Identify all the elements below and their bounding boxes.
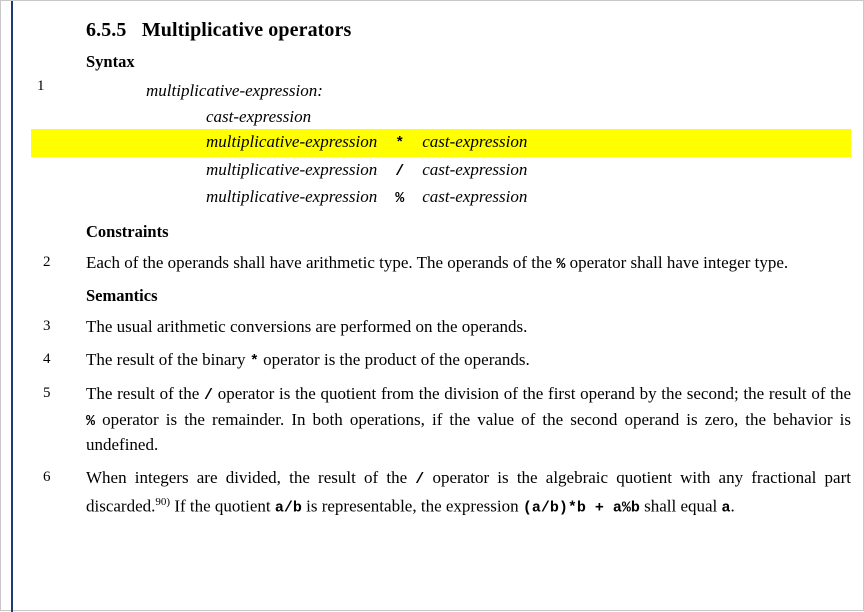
document-content [31, 13, 851, 520]
paragraph-number: 5 [43, 385, 51, 401]
paragraph-fragment: is representable, the expression [301, 496, 523, 516]
grammar-alternative [206, 157, 851, 185]
heading-syntax: Syntax [86, 52, 135, 71]
paragraph-number: 6 [43, 468, 51, 485]
inline-code: % [556, 255, 566, 273]
paragraph-text [86, 382, 851, 457]
grammar-alt-tail: cast-expression [422, 159, 528, 179]
grammar-alt-tail: cast-expression [422, 132, 528, 151]
page-title [86, 19, 851, 42]
paragraph-fragment: The result of the binary [86, 349, 250, 369]
paragraph-fragment: operator is the algebraic quotient with any fractional part discarded. [86, 467, 851, 516]
section-number: 6.5.5 [86, 19, 127, 41]
paragraph-fragment: . [730, 496, 735, 516]
paragraph-fragment: operator is the remainder. In both operations, if the value of the second operand is zero, the behavior is undefined. [86, 409, 851, 454]
inline-code: / [203, 387, 213, 404]
paragraph-fragment: operator is the quotient from the division of the first operand by the second; the result of the [212, 384, 851, 403]
grammar-block [31, 78, 851, 212]
inline-code: % [86, 412, 96, 430]
grammar-nonterminal: multiplicative-expression: [146, 81, 323, 100]
left-margin-rule [11, 1, 13, 612]
paragraph-text [86, 251, 851, 277]
paragraph-fragment: The result of the [86, 384, 204, 403]
grammar-alternative [206, 104, 851, 130]
inline-code: a/b [274, 499, 302, 517]
inline-code: / [415, 470, 425, 488]
paragraph-number: 4 [43, 350, 51, 367]
paragraph-fragment: If the quotient [170, 496, 275, 516]
grammar-alternative-highlighted [31, 129, 851, 157]
paragraph-3 [31, 315, 851, 339]
paragraph-fragment: shall equal [639, 496, 722, 516]
paragraph-fragment: operator shall have integer type. [565, 252, 789, 272]
grammar-alt-text: multiplicative-expression [206, 159, 378, 179]
footnote-marker: 90) [155, 496, 171, 508]
grammar-alt-text: multiplicative-expression [206, 132, 378, 151]
grammar-alt-text: cast-expression [206, 106, 312, 126]
heading-semantics: Semantics [86, 286, 158, 305]
paragraph-fragment: operator is the product of the operands. [258, 349, 530, 369]
grammar-alt-tail: cast-expression [422, 187, 528, 206]
paragraph-number: 2 [43, 253, 51, 270]
paragraph-fragment: When integers are divided, the result of the [86, 467, 416, 487]
grammar-alt-operator: % [395, 190, 405, 207]
inline-code: (a/b)*b + a%b [522, 499, 640, 517]
grammar-alt-text: multiplicative-expression [206, 187, 378, 206]
grammar-alt-operator: / [395, 162, 405, 180]
paragraph-number: 3 [43, 318, 51, 334]
paragraph-6 [31, 466, 851, 521]
paragraph-fragment: Each of the operands shall have arithmetic type. The operands of the [86, 252, 557, 272]
paragraph-text [86, 466, 851, 521]
section-title-text: Multiplicative operators [141, 19, 352, 41]
heading-constraints: Constraints [86, 221, 169, 241]
paragraph-text [86, 315, 851, 339]
paragraph-2 [31, 251, 851, 277]
inline-code: a [721, 499, 731, 517]
paragraph-fragment: The usual arithmetic conversions are performed on the operands. [86, 317, 528, 336]
inline-code: * [249, 352, 259, 370]
paragraph-5 [31, 382, 851, 457]
paragraph-number: 1 [37, 78, 45, 94]
paragraph-text [86, 348, 851, 374]
paragraph-4 [31, 348, 851, 374]
grammar-alt-operator: * [395, 135, 405, 152]
grammar-alternative [206, 184, 851, 212]
